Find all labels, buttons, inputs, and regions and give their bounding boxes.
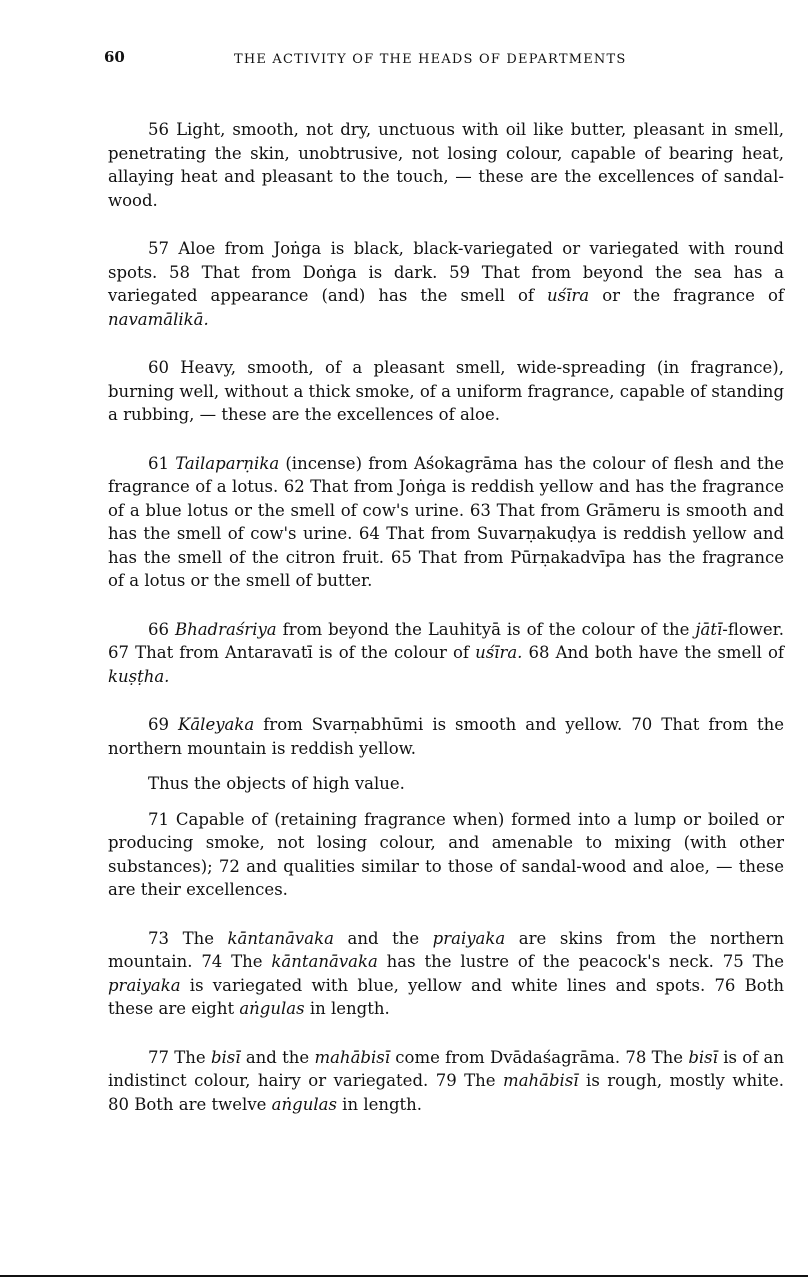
paragraph [108,452,784,593]
text-run: (incense) from Aśokagrāma has the colour of flesh and the fragrance of a lotus. [108,453,784,496]
sutra-number: 78 [625,1047,647,1067]
text-run: is rough, mostly white. [578,1071,784,1090]
text-run: is variegated with blue, yellow and white lines and spots. [180,975,715,995]
text-run: That from Grāmeru is smooth and has the smell of cow's urine. [108,500,785,543]
text-run: That from the northern mountain is reddish yellow. [108,715,784,758]
paragraph [108,118,784,212]
text-run: Light, smooth, not dry, unctuous with oil like butter, pleasant in smell, penetrating the skin, unobtrusive, not losing colour, capable of bearing heat, allaying heat and pleasant to the touch, — these are the excellences of sandal-wood. [108,120,784,210]
sutra-number: 62 [283,477,305,496]
italic-term: bisī [688,1047,718,1067]
text-run: Heavy, smooth, of a pleasant smell, wide-spreading (in fragrance), burning well, without a thick smoke, of a uniform fragrance, capable of standing a rubbing, — these are the excellences of aloe. [108,358,785,424]
italic-term: aṅgulas [271,1094,337,1114]
text-run: from Svarṇabhūmi is smooth and yellow. [254,715,632,734]
paragraph [108,713,784,760]
text-run: has the lustre of the peacock's neck. [377,952,723,971]
text-run: That from Antaravatī is of the colour of [129,643,476,662]
text-run: That from Suvarṇakuḍya is reddish yellow and has the smell of the citron fruit. [108,524,785,567]
page-header [104,48,788,72]
text-run: Both are twelve [129,1094,272,1114]
page-bottom-edge [0,1275,808,1277]
text-run: The [456,1071,504,1090]
sutra-number: 64 [358,524,380,543]
text-run: and the [240,1047,315,1067]
text-run: And both have the smell of [549,643,785,662]
paragraph [108,356,784,427]
text-run: Thus the objects of high value. [148,774,405,793]
sutra-number: 74 [201,952,223,971]
running-head: THE ACTIVITY OF THE HEADS OF DEPARTMENTS [234,52,627,67]
italic-term: aṅgulas [239,999,305,1018]
sutra-number: 65 [390,547,412,567]
italic-term: Bhadraśriya [174,619,277,639]
sutra-number: 77 [148,1047,169,1067]
sutra-number: 56 [148,120,169,139]
sutra-number: 76 [714,975,736,995]
italic-term: Tailaparṇika [175,453,280,473]
text-run: from beyond the Lauhityā is of the colour of the [276,619,696,639]
sutra-number: 68 [528,643,550,662]
sutra-number: 61 [148,453,169,473]
italic-term: mahābisī [503,1071,579,1090]
paragraph [108,237,784,331]
text-run: That from Pūrṇakadvīpa has the fragrance of a lotus or the smell of butter. [108,547,784,590]
text-run: is of an indistinct colour, hairy or variegated. [108,1047,785,1090]
sutra-number: 71 [148,809,169,829]
page-number: 60 [104,48,125,66]
paragraph [108,927,784,1021]
italic-term: kāntanāvaka [271,952,378,971]
sutra-number: 69 [148,715,169,734]
sutra-number: 60 [148,358,169,377]
paragraph [108,618,784,689]
text-run: are skins from the northern mountain. [108,928,784,971]
italic-term: praiyaka [432,928,506,948]
sutra-number: 80 [108,1094,129,1114]
text-run: The [169,1047,211,1067]
italic-term: bisī [210,1047,241,1067]
sutra-number: 75 [722,952,744,971]
paragraph [108,772,784,796]
sutra-number: 57 [148,239,169,258]
text-run: That from beyond the sea has a variegated appearance (and) has the smell of [108,262,784,305]
sutra-number: 73 [148,928,169,948]
text-run: Aloe from Joṅga is black, black-variegated or variegated with round spots. [108,239,784,282]
italic-term: jātī [695,619,723,639]
text-run: The [169,928,228,948]
text-run: Both these are eight [108,975,784,1018]
sutra-number: 79 [435,1071,457,1090]
italic-term: navamālikā. [108,309,209,329]
sutra-number: 67 [108,643,129,662]
text-run: in length. [304,999,390,1018]
text-run: The [646,1047,689,1067]
italic-term: mahābisī [314,1047,390,1067]
text-run: and qualities similar to those of sandal-wood and aloe, — these are their excellences. [108,856,785,899]
sutra-number: 66 [148,619,169,639]
text-run: come from Dvādaśagrāma. [389,1047,626,1067]
text-run: The [222,952,272,971]
text-run: That from Doṅga is dark. [189,262,450,282]
sutra-number: 70 [631,715,653,734]
sutra-number: 63 [469,500,491,520]
sutra-number: 59 [449,262,471,282]
italic-term: kuṣṭha. [108,666,170,686]
text-run: That from Joṅga is reddish yellow and has the fragrance of a blue lotus or the smell of cow's urine. [108,477,784,520]
text-run: or the fragrance of [589,286,784,305]
sutra-number: 72 [218,856,240,876]
body-text [108,118,784,1141]
paragraph [108,808,784,902]
italic-term: uśīra [547,286,590,305]
text-run [169,715,178,734]
text-run: The [743,952,784,971]
italic-term: Kāleyaka [178,715,255,734]
italic-term: praiyaka [108,975,181,995]
text-run: in length. [336,1094,423,1114]
paragraph [108,1046,784,1117]
text-run: Capable of (retaining fragrance when) formed into a lump or boiled or producing smoke, not losing colour, and amenable to mixing (with other substances); [108,809,784,876]
italic-term: kāntanāvaka [227,928,334,948]
italic-term: uśīra. [475,643,523,662]
sutra-number: 58 [168,262,190,282]
text-run: -flower. [722,619,785,639]
text-run: and the [333,928,433,948]
